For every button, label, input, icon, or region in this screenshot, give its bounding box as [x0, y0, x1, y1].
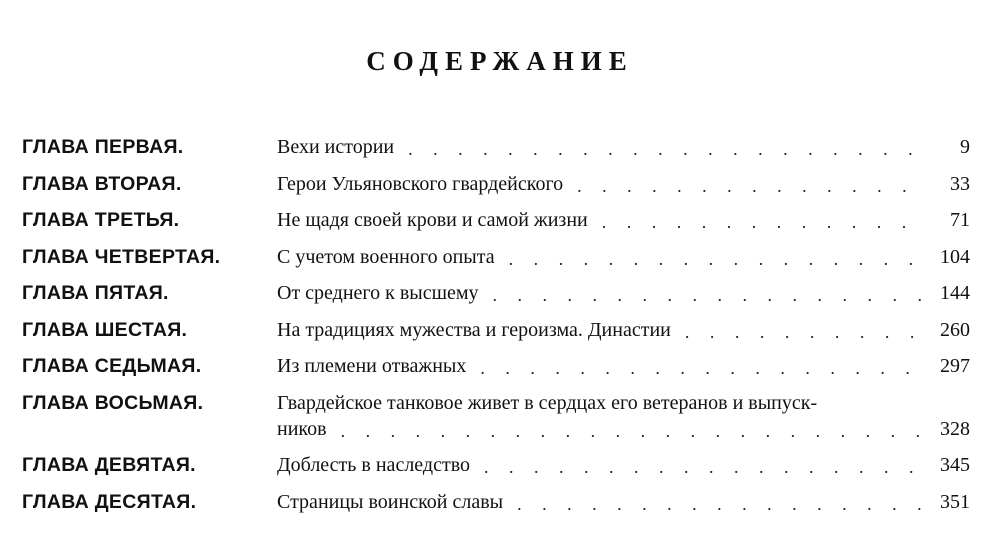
dot-leader — [517, 493, 922, 515]
dot-leader — [602, 211, 922, 233]
chapter-title: С учетом военного опыта — [277, 245, 495, 268]
chapter-title: Доблесть в наследство — [277, 454, 471, 476]
page-title: СОДЕРЖАНИЕ — [366, 46, 634, 76]
dot-leader — [408, 138, 922, 160]
page-number: 297 — [940, 355, 970, 377]
chapter-label: ГЛАВА ВТОРАЯ. — [22, 172, 182, 195]
page-number: 328 — [940, 417, 970, 440]
chapter-body — [277, 134, 970, 160]
chapter-body — [277, 353, 970, 379]
toc-entry-6 — [22, 317, 970, 343]
chapter-label: ГЛАВА СЕДЬМАЯ. — [22, 355, 202, 377]
chapter-body — [277, 489, 970, 515]
toc-entry-5 — [22, 280, 970, 306]
dot-leader — [509, 248, 922, 270]
chapter-title: Вехи истории — [277, 136, 395, 158]
chapter-body — [277, 390, 970, 442]
toc-entry-1 — [22, 134, 970, 160]
dot-leader — [484, 456, 922, 478]
chapter-title: На традициях мужества и героизма. Династии — [277, 318, 671, 341]
title-line — [277, 134, 970, 160]
chapter-title: Герои Ульяновского гвардейского — [277, 172, 564, 195]
page-number: 9 — [960, 136, 970, 158]
toc-entry-9 — [22, 452, 970, 478]
dot-leader — [341, 420, 922, 442]
title-line — [277, 452, 970, 478]
title-line — [277, 207, 970, 233]
chapter-label: ГЛАВА ПЕРВАЯ. — [22, 136, 184, 158]
chapter-title-first-line: Гвардейское танковое живет в сердцах его ветеранов и выпуск- — [277, 391, 818, 414]
chapter-label: ГЛАВА ШЕСТАЯ. — [22, 318, 188, 341]
dot-leader — [480, 357, 922, 379]
title-line — [277, 317, 970, 343]
title-line — [277, 244, 970, 270]
chapter-title: ников — [277, 417, 327, 440]
chapter-body — [277, 171, 970, 197]
toc-entry-10 — [22, 489, 970, 515]
title-line — [277, 353, 970, 379]
toc-entry-8 — [22, 390, 970, 442]
table-of-contents — [22, 134, 970, 525]
page-number: 144 — [940, 282, 970, 304]
chapter-title: От среднего к высшему — [277, 282, 479, 304]
chapter-body — [277, 207, 970, 233]
chapter-title: Из племени отважных — [277, 355, 467, 377]
title-line — [277, 489, 970, 515]
chapter-label: ГЛАВА ТРЕТЬЯ. — [22, 209, 180, 231]
toc-entry-4 — [22, 244, 970, 270]
page-number: 33 — [950, 172, 970, 195]
chapter-body — [277, 280, 970, 306]
chapter-label: ГЛАВА ДЕВЯТАЯ. — [22, 454, 196, 476]
chapter-title: Не щадя своей крови и самой жизни — [277, 209, 588, 231]
chapter-body — [277, 244, 970, 270]
page-number: 345 — [940, 454, 970, 476]
page-number: 71 — [950, 209, 970, 231]
chapter-label: ГЛАВА ЧЕТВЕРТАЯ. — [22, 245, 221, 268]
chapter-label: ГЛАВА ПЯТАЯ. — [22, 282, 169, 304]
chapter-label: ГЛАВА ВОСЬМАЯ. — [22, 391, 204, 414]
chapter-body — [277, 317, 970, 343]
dot-leader — [685, 321, 922, 343]
chapter-title: Страницы воинской славы — [277, 490, 504, 513]
page-number: 260 — [940, 318, 970, 341]
title-line — [277, 171, 970, 197]
toc-entry-3 — [22, 207, 970, 233]
dot-leader — [493, 284, 922, 306]
chapter-body — [277, 452, 970, 478]
title-line — [277, 280, 970, 306]
title-line — [277, 416, 970, 442]
chapter-label: ГЛАВА ДЕСЯТАЯ. — [22, 490, 197, 513]
toc-entry-2 — [22, 171, 970, 197]
dot-leader — [577, 175, 922, 197]
page-number: 351 — [940, 490, 970, 513]
page-number: 104 — [940, 245, 970, 268]
toc-entry-7 — [22, 353, 970, 379]
